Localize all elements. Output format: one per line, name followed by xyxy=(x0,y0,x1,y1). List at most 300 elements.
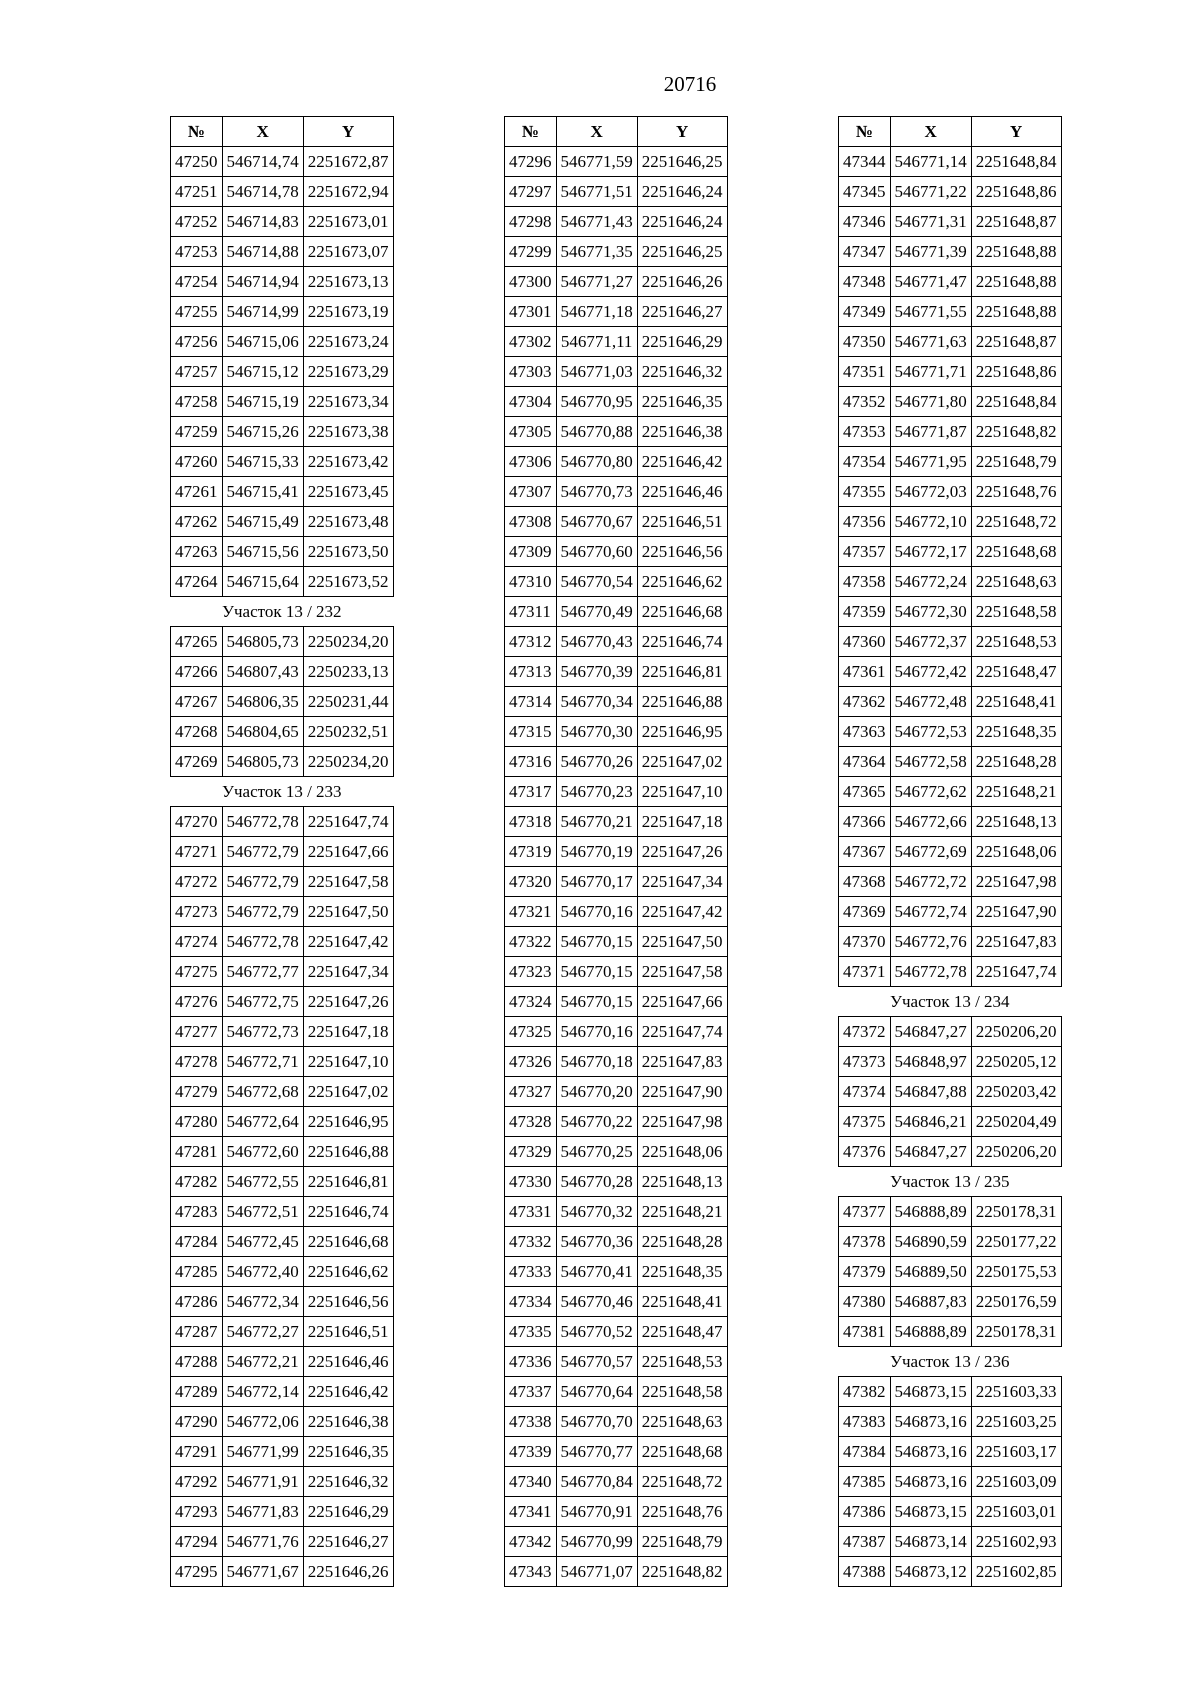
x-coordinate: 546770,19 xyxy=(556,837,637,867)
x-coordinate: 546770,39 xyxy=(556,657,637,687)
table-row xyxy=(171,1197,394,1227)
point-number: 47359 xyxy=(839,597,891,627)
point-number: 47283 xyxy=(171,1197,223,1227)
point-number: 47346 xyxy=(839,207,891,237)
y-coordinate: 2251646,26 xyxy=(637,267,727,297)
table-row xyxy=(839,267,1062,297)
point-number: 47305 xyxy=(505,417,557,447)
y-coordinate: 2251603,01 xyxy=(971,1497,1061,1527)
y-coordinate: 2251647,98 xyxy=(971,867,1061,897)
table-row xyxy=(171,297,394,327)
table-row xyxy=(505,1437,728,1467)
table-row xyxy=(505,477,728,507)
x-coordinate: 546770,84 xyxy=(556,1467,637,1497)
point-number: 47347 xyxy=(839,237,891,267)
y-coordinate: 2251647,74 xyxy=(637,1017,727,1047)
table-row xyxy=(505,297,728,327)
point-number: 47322 xyxy=(505,927,557,957)
y-coordinate: 2251648,06 xyxy=(637,1137,727,1167)
point-number: 47388 xyxy=(839,1557,891,1587)
table-row xyxy=(171,237,394,267)
y-coordinate: 2251646,62 xyxy=(303,1257,393,1287)
point-number: 47310 xyxy=(505,567,557,597)
table-row xyxy=(505,447,728,477)
point-number: 47340 xyxy=(505,1467,557,1497)
point-number: 47260 xyxy=(171,447,223,477)
point-number: 47351 xyxy=(839,357,891,387)
table-row xyxy=(505,867,728,897)
y-coordinate: 2251647,10 xyxy=(303,1047,393,1077)
point-number: 47300 xyxy=(505,267,557,297)
table-row xyxy=(505,267,728,297)
y-coordinate: 2251673,19 xyxy=(303,297,393,327)
x-coordinate: 546771,27 xyxy=(556,267,637,297)
table-row xyxy=(839,777,1062,807)
point-number: 47361 xyxy=(839,657,891,687)
y-coordinate: 2251648,58 xyxy=(971,597,1061,627)
x-coordinate: 546772,24 xyxy=(890,567,971,597)
x-coordinate: 546889,50 xyxy=(890,1257,971,1287)
x-coordinate: 546887,83 xyxy=(890,1287,971,1317)
x-coordinate: 546771,80 xyxy=(890,387,971,417)
table-row xyxy=(505,387,728,417)
x-coordinate: 546770,41 xyxy=(556,1257,637,1287)
point-number: 47356 xyxy=(839,507,891,537)
x-coordinate: 546772,79 xyxy=(222,897,303,927)
header-number: № xyxy=(171,117,223,147)
x-coordinate: 546770,49 xyxy=(556,597,637,627)
point-number: 47263 xyxy=(171,537,223,567)
table-row xyxy=(505,837,728,867)
x-coordinate: 546772,30 xyxy=(890,597,971,627)
point-number: 47257 xyxy=(171,357,223,387)
point-number: 47383 xyxy=(839,1407,891,1437)
y-coordinate: 2251647,66 xyxy=(637,987,727,1017)
point-number: 47373 xyxy=(839,1047,891,1077)
y-coordinate: 2251646,81 xyxy=(637,657,727,687)
y-coordinate: 2251648,35 xyxy=(637,1257,727,1287)
table-row xyxy=(505,807,728,837)
table-row xyxy=(505,687,728,717)
table-row xyxy=(171,867,394,897)
table-row xyxy=(839,447,1062,477)
point-number: 47267 xyxy=(171,687,223,717)
x-coordinate: 546772,45 xyxy=(222,1227,303,1257)
point-number: 47296 xyxy=(505,147,557,177)
table-row xyxy=(171,1347,394,1377)
table-row xyxy=(505,537,728,567)
y-coordinate: 2251646,46 xyxy=(303,1347,393,1377)
point-number: 47269 xyxy=(171,747,223,777)
section-heading: Участок 13 / 234 xyxy=(839,987,1062,1017)
x-coordinate: 546771,47 xyxy=(890,267,971,297)
x-coordinate: 546772,53 xyxy=(890,717,971,747)
x-coordinate: 546772,79 xyxy=(222,867,303,897)
table-row xyxy=(839,1527,1062,1557)
x-coordinate: 546771,99 xyxy=(222,1437,303,1467)
table-row xyxy=(171,1077,394,1107)
x-coordinate: 546771,31 xyxy=(890,207,971,237)
table-row xyxy=(839,177,1062,207)
x-coordinate: 546770,23 xyxy=(556,777,637,807)
point-number: 47273 xyxy=(171,897,223,927)
table-row xyxy=(839,147,1062,177)
table-row xyxy=(171,1467,394,1497)
table-row xyxy=(505,1227,728,1257)
y-coordinate: 2251646,56 xyxy=(637,537,727,567)
point-number: 47282 xyxy=(171,1167,223,1197)
table-row xyxy=(839,1017,1062,1047)
x-coordinate: 546890,59 xyxy=(890,1227,971,1257)
x-coordinate: 546772,55 xyxy=(222,1167,303,1197)
x-coordinate: 546770,34 xyxy=(556,687,637,717)
x-coordinate: 546771,83 xyxy=(222,1497,303,1527)
point-number: 47338 xyxy=(505,1407,557,1437)
point-number: 47319 xyxy=(505,837,557,867)
point-number: 47258 xyxy=(171,387,223,417)
point-number: 47387 xyxy=(839,1527,891,1557)
x-coordinate: 546770,16 xyxy=(556,897,637,927)
table-row xyxy=(171,567,394,597)
table-row xyxy=(171,1407,394,1437)
y-coordinate: 2251648,21 xyxy=(971,777,1061,807)
table-row xyxy=(171,717,394,747)
table-row xyxy=(505,1167,728,1197)
y-coordinate: 2251646,74 xyxy=(637,627,727,657)
point-number: 47327 xyxy=(505,1077,557,1107)
point-number: 47309 xyxy=(505,537,557,567)
y-coordinate: 2251646,24 xyxy=(637,207,727,237)
table-row xyxy=(505,327,728,357)
point-number: 47280 xyxy=(171,1107,223,1137)
point-number: 47274 xyxy=(171,927,223,957)
y-coordinate: 2251673,38 xyxy=(303,417,393,447)
coordinate-table-3 xyxy=(838,116,1062,1587)
point-number: 47321 xyxy=(505,897,557,927)
x-coordinate: 546772,06 xyxy=(222,1407,303,1437)
point-number: 47352 xyxy=(839,387,891,417)
section-heading-row xyxy=(171,597,394,627)
table-row xyxy=(171,147,394,177)
table-row xyxy=(839,657,1062,687)
point-number: 47265 xyxy=(171,627,223,657)
y-coordinate: 2251648,47 xyxy=(971,657,1061,687)
x-coordinate: 546771,95 xyxy=(890,447,971,477)
x-coordinate: 546804,65 xyxy=(222,717,303,747)
header-number: № xyxy=(839,117,891,147)
x-coordinate: 546770,57 xyxy=(556,1347,637,1377)
x-coordinate: 546770,20 xyxy=(556,1077,637,1107)
point-number: 47372 xyxy=(839,1017,891,1047)
x-coordinate: 546714,88 xyxy=(222,237,303,267)
table-row xyxy=(839,1437,1062,1467)
table-row xyxy=(171,807,394,837)
point-number: 47336 xyxy=(505,1347,557,1377)
table-row xyxy=(839,927,1062,957)
y-coordinate: 2251646,88 xyxy=(303,1137,393,1167)
point-number: 47375 xyxy=(839,1107,891,1137)
table-row xyxy=(171,327,394,357)
table-row xyxy=(839,717,1062,747)
point-number: 47251 xyxy=(171,177,223,207)
point-number: 47318 xyxy=(505,807,557,837)
point-number: 47270 xyxy=(171,807,223,837)
x-coordinate: 546771,71 xyxy=(890,357,971,387)
point-number: 47264 xyxy=(171,567,223,597)
point-number: 47295 xyxy=(171,1557,223,1587)
y-coordinate: 2251648,68 xyxy=(637,1437,727,1467)
y-coordinate: 2250178,31 xyxy=(971,1197,1061,1227)
x-coordinate: 546771,22 xyxy=(890,177,971,207)
x-coordinate: 546847,27 xyxy=(890,1017,971,1047)
table-row xyxy=(171,927,394,957)
y-coordinate: 2251648,76 xyxy=(637,1497,727,1527)
x-coordinate: 546771,39 xyxy=(890,237,971,267)
point-number: 47378 xyxy=(839,1227,891,1257)
table-row xyxy=(171,387,394,417)
x-coordinate: 546772,78 xyxy=(890,957,971,987)
x-coordinate: 546770,16 xyxy=(556,1017,637,1047)
table-row xyxy=(171,417,394,447)
point-number: 47364 xyxy=(839,747,891,777)
table-row xyxy=(839,837,1062,867)
y-coordinate: 2251647,74 xyxy=(971,957,1061,987)
point-number: 47370 xyxy=(839,927,891,957)
y-coordinate: 2251646,26 xyxy=(303,1557,393,1587)
table-row xyxy=(505,147,728,177)
section-heading-row xyxy=(839,987,1062,1017)
y-coordinate: 2251646,46 xyxy=(637,477,727,507)
y-coordinate: 2250176,59 xyxy=(971,1287,1061,1317)
y-coordinate: 2251648,76 xyxy=(971,477,1061,507)
table-row xyxy=(839,1137,1062,1167)
table-row xyxy=(839,417,1062,447)
table-row xyxy=(505,1407,728,1437)
y-coordinate: 2251602,85 xyxy=(971,1557,1061,1587)
point-number: 47255 xyxy=(171,297,223,327)
y-coordinate: 2251648,13 xyxy=(971,807,1061,837)
x-coordinate: 546772,71 xyxy=(222,1047,303,1077)
point-number: 47287 xyxy=(171,1317,223,1347)
table-row xyxy=(505,1377,728,1407)
table-row xyxy=(505,357,728,387)
y-coordinate: 2251647,26 xyxy=(303,987,393,1017)
y-coordinate: 2251648,58 xyxy=(637,1377,727,1407)
x-coordinate: 546770,17 xyxy=(556,867,637,897)
x-coordinate: 546715,56 xyxy=(222,537,303,567)
x-coordinate: 546770,32 xyxy=(556,1197,637,1227)
page-number: 20716 xyxy=(663,72,717,96)
x-coordinate: 546847,27 xyxy=(890,1137,971,1167)
y-coordinate: 2251648,41 xyxy=(637,1287,727,1317)
x-coordinate: 546772,77 xyxy=(222,957,303,987)
point-number: 47380 xyxy=(839,1287,891,1317)
point-number: 47368 xyxy=(839,867,891,897)
y-coordinate: 2251647,26 xyxy=(637,837,727,867)
table-row xyxy=(505,1257,728,1287)
y-coordinate: 2251646,32 xyxy=(637,357,727,387)
table-row xyxy=(839,537,1062,567)
x-coordinate: 546847,88 xyxy=(890,1077,971,1107)
table-row xyxy=(171,1317,394,1347)
table-row xyxy=(505,177,728,207)
table-row xyxy=(505,957,728,987)
point-number: 47294 xyxy=(171,1527,223,1557)
x-coordinate: 546770,30 xyxy=(556,717,637,747)
x-coordinate: 546770,64 xyxy=(556,1377,637,1407)
y-coordinate: 2251648,87 xyxy=(971,327,1061,357)
y-coordinate: 2251648,79 xyxy=(971,447,1061,477)
y-coordinate: 2251648,13 xyxy=(637,1167,727,1197)
point-number: 47386 xyxy=(839,1497,891,1527)
x-coordinate: 546772,42 xyxy=(890,657,971,687)
x-coordinate: 546772,48 xyxy=(890,687,971,717)
point-number: 47289 xyxy=(171,1377,223,1407)
y-coordinate: 2251647,83 xyxy=(971,927,1061,957)
table-row xyxy=(505,597,728,627)
table-row xyxy=(505,567,728,597)
table-row xyxy=(171,357,394,387)
y-coordinate: 2251646,32 xyxy=(303,1467,393,1497)
x-coordinate: 546770,22 xyxy=(556,1107,637,1137)
table-row xyxy=(505,417,728,447)
y-coordinate: 2251646,27 xyxy=(637,297,727,327)
table-row xyxy=(839,1197,1062,1227)
y-coordinate: 2250205,12 xyxy=(971,1047,1061,1077)
x-coordinate: 546772,34 xyxy=(222,1287,303,1317)
y-coordinate: 2251647,83 xyxy=(637,1047,727,1077)
y-coordinate: 2251648,79 xyxy=(637,1527,727,1557)
table-row xyxy=(839,477,1062,507)
y-coordinate: 2251648,84 xyxy=(971,147,1061,177)
x-coordinate: 546772,27 xyxy=(222,1317,303,1347)
y-coordinate: 2251648,53 xyxy=(971,627,1061,657)
y-coordinate: 2251648,84 xyxy=(971,387,1061,417)
table-row xyxy=(505,1497,728,1527)
y-coordinate: 2251646,51 xyxy=(637,507,727,537)
table-header-row xyxy=(171,117,394,147)
table-row xyxy=(505,1077,728,1107)
y-coordinate: 2251603,33 xyxy=(971,1377,1061,1407)
x-coordinate: 546772,60 xyxy=(222,1137,303,1167)
y-coordinate: 2251603,17 xyxy=(971,1437,1061,1467)
x-coordinate: 546770,21 xyxy=(556,807,637,837)
header-x: X xyxy=(222,117,303,147)
table-row xyxy=(839,1077,1062,1107)
point-number: 47358 xyxy=(839,567,891,597)
y-coordinate: 2251603,09 xyxy=(971,1467,1061,1497)
x-coordinate: 546771,87 xyxy=(890,417,971,447)
y-coordinate: 2251673,13 xyxy=(303,267,393,297)
x-coordinate: 546848,97 xyxy=(890,1047,971,1077)
coordinate-table-2 xyxy=(504,116,728,1587)
point-number: 47316 xyxy=(505,747,557,777)
y-coordinate: 2251646,27 xyxy=(303,1527,393,1557)
point-number: 47328 xyxy=(505,1107,557,1137)
point-number: 47365 xyxy=(839,777,891,807)
x-coordinate: 546770,77 xyxy=(556,1437,637,1467)
y-coordinate: 2251673,29 xyxy=(303,357,393,387)
point-number: 47279 xyxy=(171,1077,223,1107)
table-row xyxy=(171,957,394,987)
point-number: 47345 xyxy=(839,177,891,207)
point-number: 47293 xyxy=(171,1497,223,1527)
table-row xyxy=(171,1377,394,1407)
point-number: 47256 xyxy=(171,327,223,357)
x-coordinate: 546770,91 xyxy=(556,1497,637,1527)
table-row xyxy=(839,327,1062,357)
table-row xyxy=(171,657,394,687)
y-coordinate: 2251647,10 xyxy=(637,777,727,807)
x-coordinate: 546771,51 xyxy=(556,177,637,207)
table-row xyxy=(171,267,394,297)
x-coordinate: 546715,19 xyxy=(222,387,303,417)
y-coordinate: 2251672,87 xyxy=(303,147,393,177)
y-coordinate: 2251647,98 xyxy=(637,1107,727,1137)
table-row xyxy=(839,297,1062,327)
y-coordinate: 2251646,88 xyxy=(637,687,727,717)
y-coordinate: 2251646,56 xyxy=(303,1287,393,1317)
x-coordinate: 546714,74 xyxy=(222,147,303,177)
y-coordinate: 2251646,24 xyxy=(637,177,727,207)
table-row xyxy=(171,1557,394,1587)
x-coordinate: 546715,41 xyxy=(222,477,303,507)
table-row xyxy=(839,897,1062,927)
x-coordinate: 546770,99 xyxy=(556,1527,637,1557)
x-coordinate: 546771,59 xyxy=(556,147,637,177)
point-number: 47299 xyxy=(505,237,557,267)
table-row xyxy=(505,1107,728,1137)
x-coordinate: 546771,03 xyxy=(556,357,637,387)
point-number: 47343 xyxy=(505,1557,557,1587)
section-heading: Участок 13 / 233 xyxy=(171,777,394,807)
table-row xyxy=(505,627,728,657)
point-number: 47266 xyxy=(171,657,223,687)
y-coordinate: 2251648,28 xyxy=(971,747,1061,777)
table-row xyxy=(839,867,1062,897)
point-number: 47350 xyxy=(839,327,891,357)
x-coordinate: 546770,95 xyxy=(556,387,637,417)
y-coordinate: 2251647,18 xyxy=(303,1017,393,1047)
point-number: 47292 xyxy=(171,1467,223,1497)
x-coordinate: 546873,16 xyxy=(890,1407,971,1437)
point-number: 47334 xyxy=(505,1287,557,1317)
y-coordinate: 2251673,50 xyxy=(303,537,393,567)
x-coordinate: 546771,11 xyxy=(556,327,637,357)
y-coordinate: 2251603,25 xyxy=(971,1407,1061,1437)
y-coordinate: 2251648,86 xyxy=(971,177,1061,207)
y-coordinate: 2251647,02 xyxy=(637,747,727,777)
x-coordinate: 546771,55 xyxy=(890,297,971,327)
x-coordinate: 546772,72 xyxy=(890,867,971,897)
point-number: 47301 xyxy=(505,297,557,327)
point-number: 47303 xyxy=(505,357,557,387)
y-coordinate: 2251647,18 xyxy=(637,807,727,837)
y-coordinate: 2250232,51 xyxy=(303,717,393,747)
table-row xyxy=(839,1557,1062,1587)
x-coordinate: 546873,15 xyxy=(890,1377,971,1407)
y-coordinate: 2250233,13 xyxy=(303,657,393,687)
point-number: 47277 xyxy=(171,1017,223,1047)
point-number: 47371 xyxy=(839,957,891,987)
point-number: 47284 xyxy=(171,1227,223,1257)
x-coordinate: 546770,43 xyxy=(556,627,637,657)
y-coordinate: 2251648,21 xyxy=(637,1197,727,1227)
point-number: 47367 xyxy=(839,837,891,867)
y-coordinate: 2251646,42 xyxy=(303,1377,393,1407)
table-row xyxy=(171,1167,394,1197)
y-coordinate: 2251648,88 xyxy=(971,237,1061,267)
